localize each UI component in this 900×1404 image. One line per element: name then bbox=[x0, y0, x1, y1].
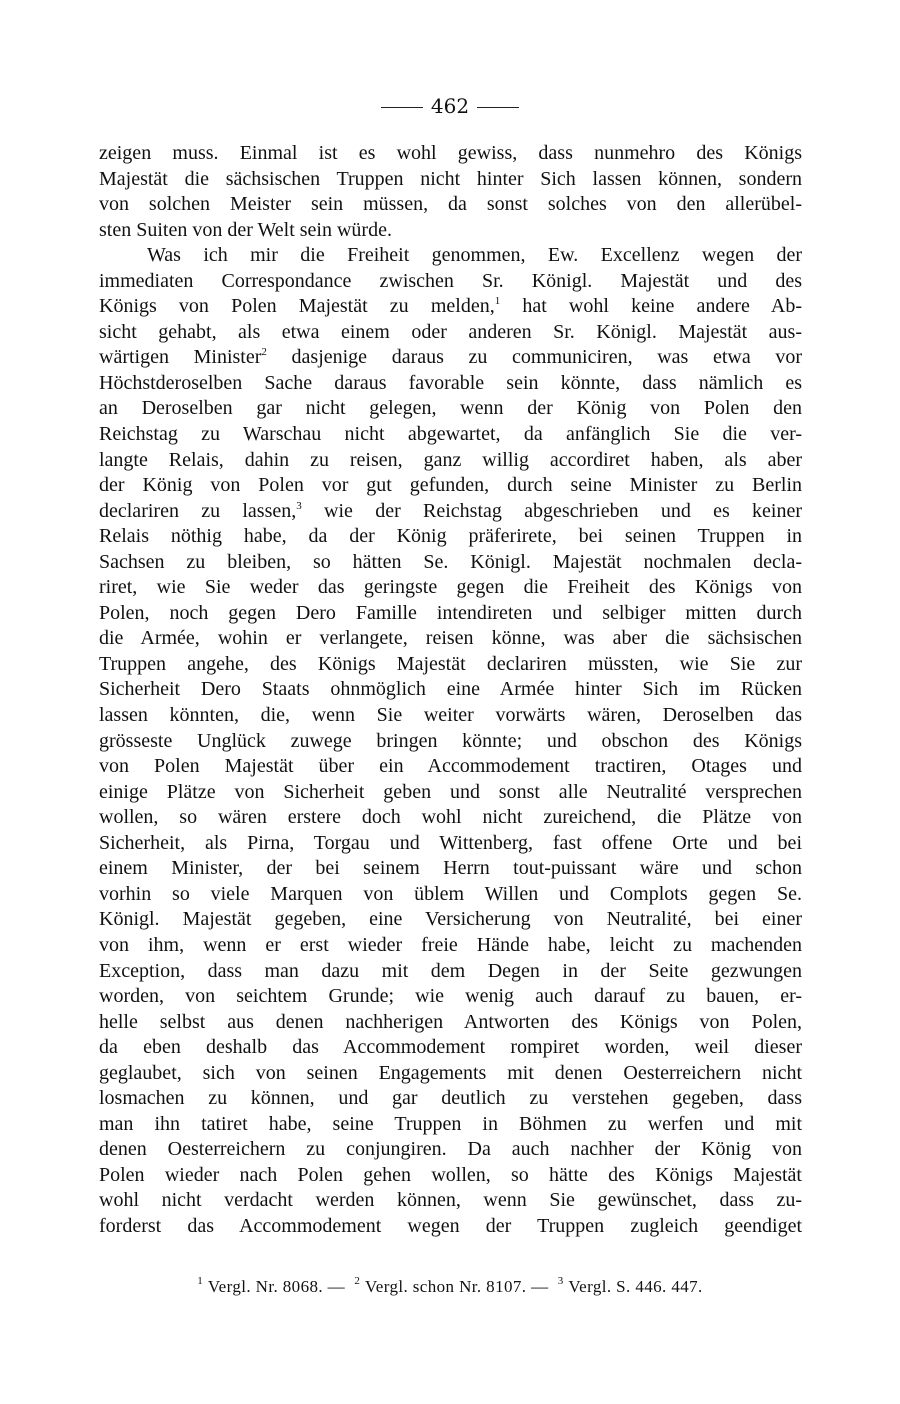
text-line: Sachsen zu bleiben, so hätten Se. Königl. Majestät nochmalen decla- bbox=[99, 550, 802, 573]
text-line: zeigen muss. Einmal ist es wohl gewiss, dass nunmehro des Königs bbox=[99, 142, 802, 164]
text-line: sten Suiten von der Welt sein würde. bbox=[99, 218, 392, 241]
text-segment: dasjenige daraus zu communiciren, was etwa vor bbox=[266, 346, 802, 369]
text-line: forderst das Accommodement wegen der Truppen zugleich geendiget bbox=[99, 1214, 802, 1237]
text-line: von solchen Meister sein müssen, da sonst solches von den allerübel- bbox=[99, 193, 802, 216]
text-line: Höchstderoselben Sache daraus favorable sein könnte, dass nämlich es bbox=[99, 371, 802, 394]
text-segment: hat wohl keine andere Ab- bbox=[500, 295, 802, 318]
text-line: der König von Polen vor gut gefunden, durch seine Minister zu Berlin bbox=[99, 474, 802, 497]
text-line: Sicherheit, als Pirna, Torgau und Wittenberg, fast offene Orte und bei bbox=[99, 831, 802, 854]
text-line: vorhin so viele Marquen von üblem Willen und Complots gegen Se. bbox=[99, 882, 802, 905]
page-number: 462 bbox=[430, 94, 470, 118]
header-dash-right bbox=[477, 107, 519, 108]
text-line: von ihm, wenn er erst wieder freie Hände habe, leicht zu machenden bbox=[99, 933, 802, 956]
text-line: von Polen Majestät über ein Accommodement tractiren, Otages und bbox=[99, 755, 802, 778]
text-line: Sicherheit Dero Staats ohnmöglich eine Armée hinter Sich im Rücken bbox=[99, 678, 802, 701]
text-line: denen Oesterreichern zu conjungiren. Da auch nachher der König von bbox=[99, 1138, 802, 1161]
text-line: Polen wieder nach Polen gehen wollen, so hätte des Königs Majestät bbox=[99, 1163, 802, 1186]
text-line: worden, von seichtem Grunde; wie wenig auch darauf zu bauen, er- bbox=[99, 985, 802, 1008]
page-header bbox=[0, 93, 900, 119]
text-line: langte Relais, dahin zu reisen, ganz willig accordiret haben, als aber bbox=[99, 448, 802, 471]
header-dash-left bbox=[381, 107, 423, 108]
text-line: Polen, noch gegen Dero Famille intendireten und selbiger mitten durch bbox=[99, 601, 802, 624]
text-line: man ihn tatiret habe, seine Truppen in Böhmen zu werfen und mit bbox=[99, 1112, 802, 1135]
footnote-marker-1: 1 bbox=[494, 295, 501, 308]
text-line: Was ich mir die Freiheit genommen, Ew. Excellenz wegen der bbox=[147, 244, 802, 267]
text-line: Reichstag zu Warschau nicht abgewartet, da anfänglich Sie die ver- bbox=[99, 423, 802, 446]
text-line: wohl nicht verdacht werden können, wenn Sie gewünschet, dass zu- bbox=[99, 1189, 802, 1212]
text-line: immediaten Correspondance zwischen Sr. Königl. Majestät und des bbox=[99, 269, 802, 292]
text-line: die Armée, wohin er verlangete, reisen könne, was aber die sächsischen bbox=[99, 627, 802, 650]
main-text bbox=[99, 141, 802, 1240]
text-line: helle selbst aus denen nachherigen Antworten des Königs von Polen, bbox=[99, 1010, 802, 1033]
text-segment: wie der Reichstag abgeschrieben und es keiner bbox=[301, 499, 802, 522]
text-line bbox=[99, 345, 802, 371]
footnote-marker-2: 2 bbox=[261, 346, 267, 359]
footnote-number-1: 1 bbox=[197, 1275, 204, 1287]
text-line: an Deroselben gar nicht gelegen, wenn der König von Polen den bbox=[99, 397, 802, 420]
text-line: da eben deshalb das Accommodement rompiret worden, weil dieser bbox=[99, 1036, 802, 1059]
text-line: geglaubet, sich von seinen Engagements mit denen Oesterreichern nicht bbox=[99, 1061, 802, 1084]
text-line: Relais nöthig habe, da der König präferirete, bei seinen Truppen in bbox=[99, 525, 802, 548]
text-line: wollen, so wären erstere doch wohl nicht zureichend, die Plätze von bbox=[99, 806, 802, 829]
footnote-number-2: 2 bbox=[354, 1275, 361, 1287]
text-line: einem Minister, der bei seinem Herrn tout-puissant wäre und schon bbox=[99, 857, 802, 880]
text-line: sicht gehabt, als etwa einem oder anderen Sr. Königl. Majestät aus- bbox=[99, 320, 802, 343]
text-line: Majestät die sächsischen Truppen nicht hinter Sich lassen können, sondern bbox=[99, 167, 802, 190]
footnote-2: Vergl. schon Nr. 8107. — bbox=[364, 1277, 549, 1296]
footnote-3: Vergl. S. 446. 447. bbox=[568, 1277, 703, 1296]
text-line: Exception, dass man dazu mit dem Degen in der Seite gezwungen bbox=[99, 959, 802, 982]
footnotes bbox=[0, 1277, 900, 1297]
text-line bbox=[99, 499, 802, 525]
text-line: lassen könnten, die, wenn Sie weiter vorwärts wären, Deroselben das bbox=[99, 704, 802, 727]
text-segment: wärtigen Minister bbox=[99, 346, 262, 369]
footnote-marker-3: 3 bbox=[296, 499, 302, 512]
text-line: grösseste Unglück zuwege bringen könnte; und obschon des Königs bbox=[99, 729, 802, 752]
footnote-number-3: 3 bbox=[557, 1275, 564, 1287]
text-segment: Königs von Polen Majestät zu melden, bbox=[99, 295, 495, 318]
text-line: Truppen angehe, des Königs Majestät declariren müssten, wie Sie zur bbox=[99, 652, 802, 675]
text-line bbox=[99, 294, 802, 320]
text-line: losmachen zu können, und gar deutlich zu verstehen gegeben, dass bbox=[99, 1087, 802, 1110]
text-line: Königl. Majestät gegeben, eine Versicherung von Neutralité, bei einer bbox=[99, 908, 802, 931]
text-line: riret, wie Sie weder das geringste gegen die Freiheit des Königs von bbox=[99, 576, 802, 599]
footnote-1: Vergl. Nr. 8068. — bbox=[207, 1277, 346, 1296]
text-line: einige Plätze von Sicherheit geben und sonst alle Neutralité versprechen bbox=[99, 780, 802, 803]
text-segment: declariren zu lassen, bbox=[99, 499, 297, 522]
